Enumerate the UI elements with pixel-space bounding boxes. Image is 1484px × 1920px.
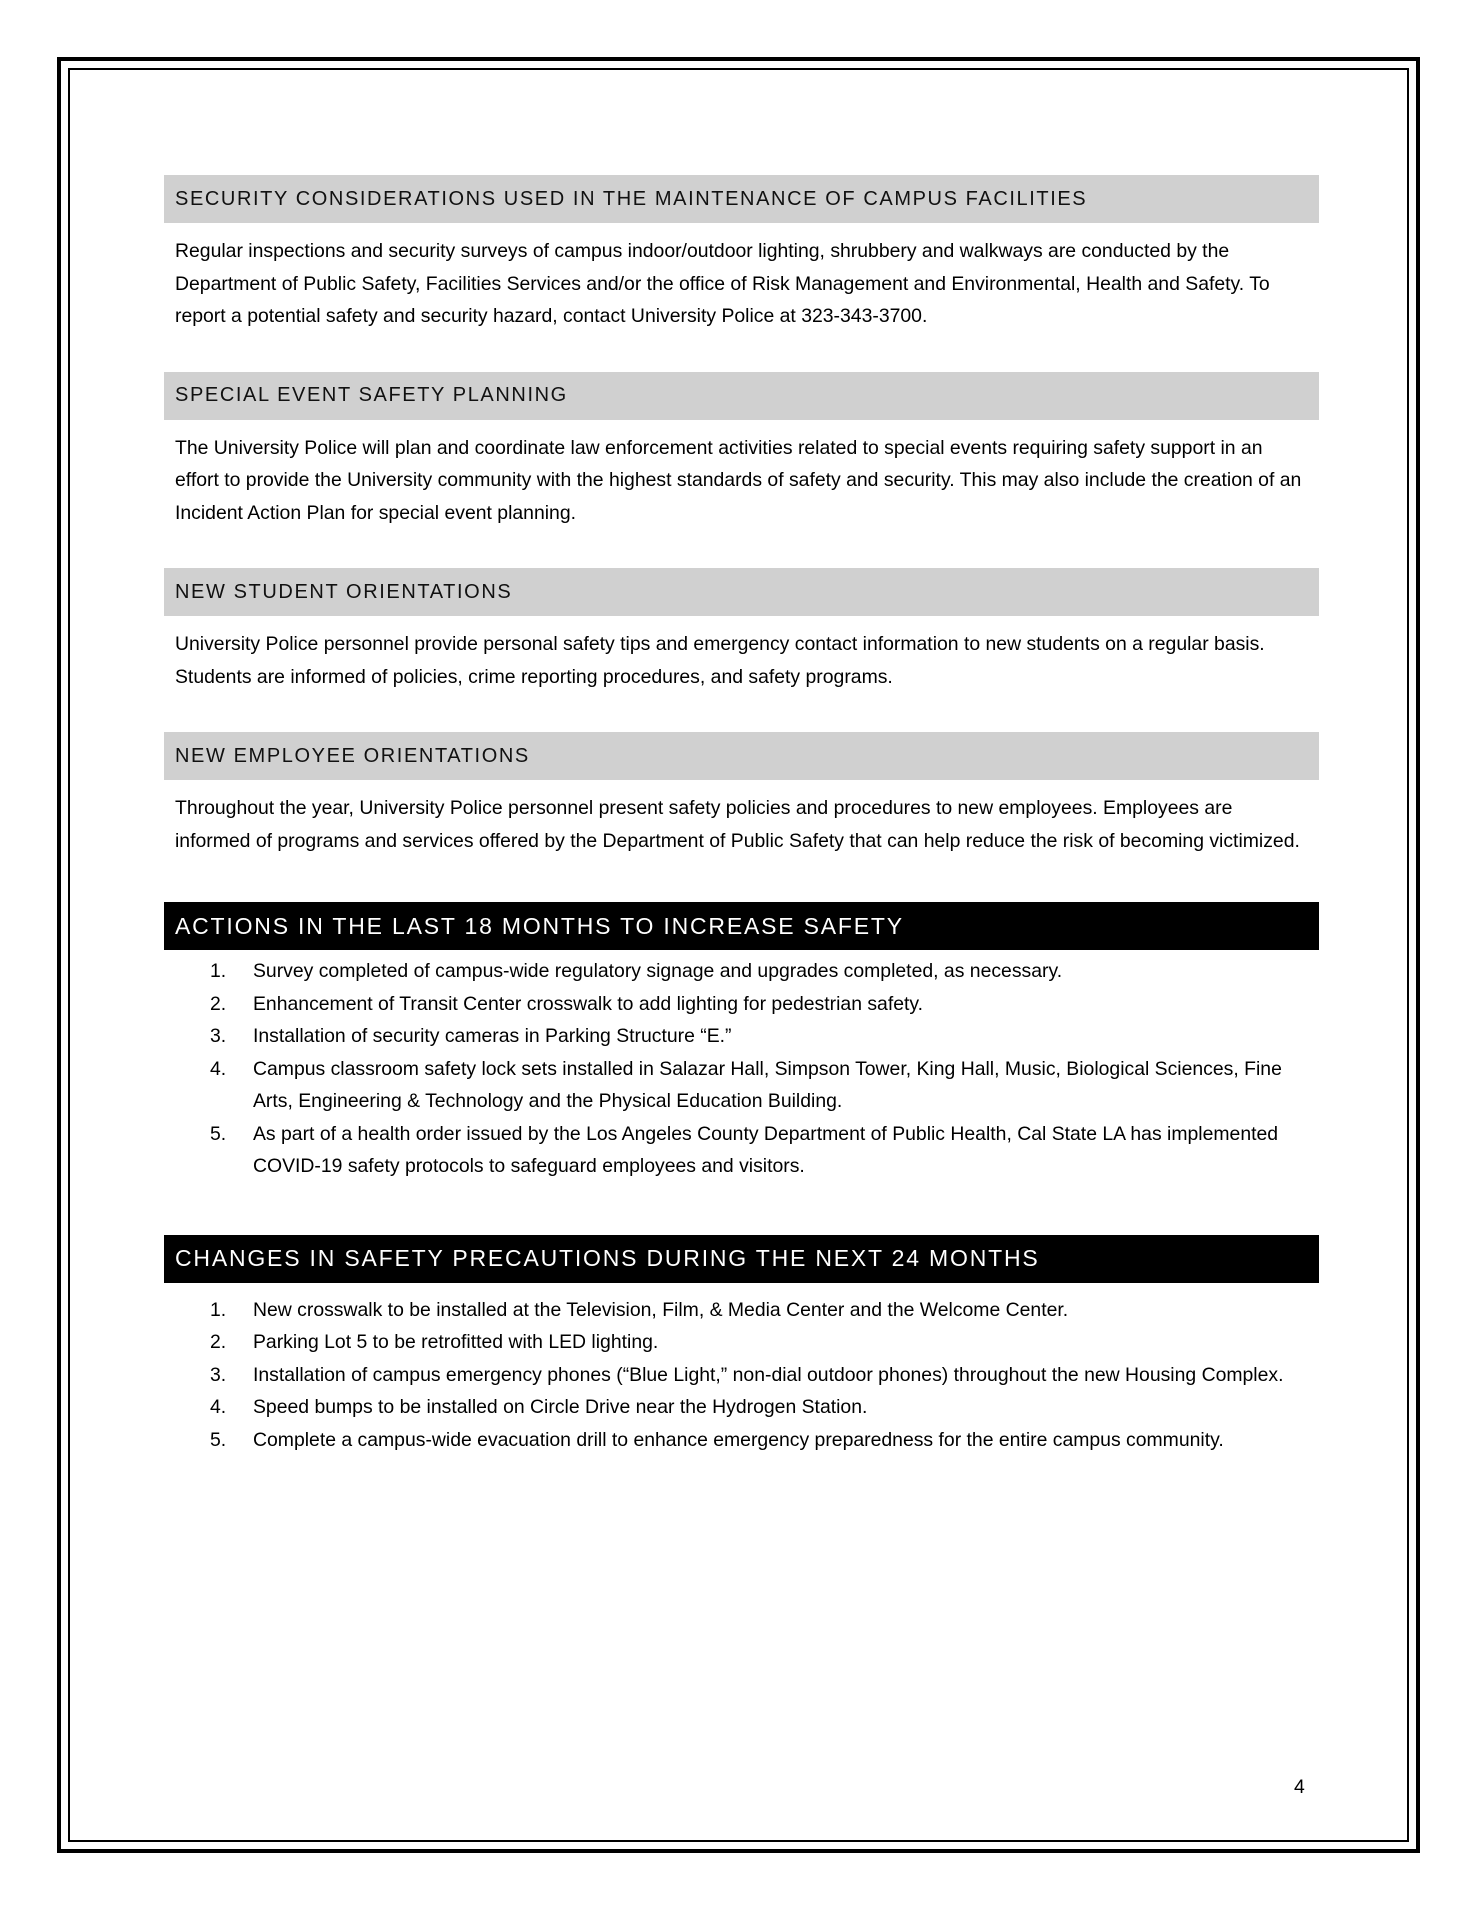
section-body: The University Police will plan and coordinate law enforcement activities related to special events requiring safety support in an effort to provide the University community with the highest standards of safety and security. This may also include the creation of an Incident Action Plan for special event planning. <box>175 436 1302 524</box>
list-number: 2. <box>210 992 227 1015</box>
list-number: 5. <box>210 1428 227 1451</box>
section-actions <box>164 902 1319 1183</box>
changes-list <box>164 1294 1319 1457</box>
section-special-event <box>164 372 1319 530</box>
list-item <box>164 1294 1319 1327</box>
list-text: Installation of campus emergency phones (“Blue Light,” non-dial outdoor phones) throughout the new Housing Complex. <box>253 1363 1284 1386</box>
list-text: Installation of security cameras in Parking Structure “E.” <box>253 1025 732 1047</box>
section-heading: SECURITY CONSIDERATIONS USED IN THE MAINTENANCE OF CAMPUS FACILITIES <box>164 175 1319 223</box>
list-number: 2. <box>210 1331 227 1353</box>
section-changes <box>164 1235 1319 1457</box>
list-number: 5. <box>210 1122 227 1145</box>
section-heading: NEW STUDENT ORIENTATIONS <box>164 568 1319 616</box>
section-facilities-security <box>164 175 1319 333</box>
list-number: 3. <box>210 1025 227 1047</box>
section-heading: ACTIONS IN THE LAST 18 MONTHS TO INCREASE SAFETY <box>164 902 1319 950</box>
page-number: 4 <box>1294 1776 1305 1798</box>
list-number: 4. <box>210 1396 227 1418</box>
list-text: New crosswalk to be installed at the Television, Film, & Media Center and the Welcome Center. <box>253 1298 1069 1321</box>
list-number: 4. <box>210 1057 227 1080</box>
list-text: Survey completed of campus-wide regulatory signage and upgrades completed, as necessary. <box>253 960 1063 982</box>
section-body: Throughout the year, University Police personnel present safety policies and procedures to new employees. Employees are informed of programs and services offered by the Department of Public Safety that can help reduce the risk of becoming victimized. <box>175 797 1300 852</box>
list-text: Campus classroom safety lock sets installed in Salazar Hall, Simpson Tower, King Hall, Music, Biological Sciences, Fine Arts, Engineering & Technology and the Physical Education Building. <box>253 1057 1282 1112</box>
section-body: University Police personnel provide personal safety tips and emergency contact information to new students on a regular basis. Students are informed of policies, crime reporting procedures, and safety programs. <box>175 633 1265 688</box>
list-number: 3. <box>210 1363 227 1386</box>
section-heading: CHANGES IN SAFETY PRECAUTIONS DURING THE NEXT 24 MONTHS <box>164 1235 1319 1283</box>
section-heading: SPECIAL EVENT SAFETY PLANNING <box>164 372 1319 420</box>
actions-list <box>164 955 1319 1183</box>
list-text: Enhancement of Transit Center crosswalk to add lighting for pedestrian safety. <box>253 992 924 1015</box>
list-number: 1. <box>210 960 227 982</box>
list-text: As part of a health order issued by the Los Angeles County Department of Public Health, Cal State LA has implemented COVID-19 safety protocols to safeguard employees and visitors. <box>253 1122 1279 1177</box>
page-content <box>164 175 1319 1456</box>
section-new-employee <box>164 732 1319 857</box>
list-text: Parking Lot 5 to be retrofitted with LED lighting. <box>253 1331 659 1353</box>
list-item <box>164 955 1319 988</box>
section-new-student <box>164 568 1319 693</box>
section-heading: NEW EMPLOYEE ORIENTATIONS <box>164 732 1319 780</box>
list-item <box>164 1118 1319 1183</box>
list-item <box>164 1391 1319 1424</box>
list-item <box>164 988 1319 1021</box>
list-text: Speed bumps to be installed on Circle Drive near the Hydrogen Station. <box>253 1396 868 1418</box>
list-item <box>164 1326 1319 1359</box>
list-item <box>164 1020 1319 1053</box>
list-item <box>164 1053 1319 1118</box>
list-number: 1. <box>210 1298 227 1321</box>
section-body: Regular inspections and security surveys of campus indoor/outdoor lighting, shrubbery and walkways are conducted by the Department of Public Safety, Facilities Services and/or the office of Risk Management and Environmental, Health and Safety. To report a potential safety and security hazard, contact University Police at 323-343-3700. <box>175 240 1270 327</box>
list-text: Complete a campus-wide evacuation drill to enhance emergency preparedness for the entire campus community. <box>253 1428 1224 1451</box>
list-item <box>164 1359 1319 1392</box>
list-item <box>164 1424 1319 1457</box>
